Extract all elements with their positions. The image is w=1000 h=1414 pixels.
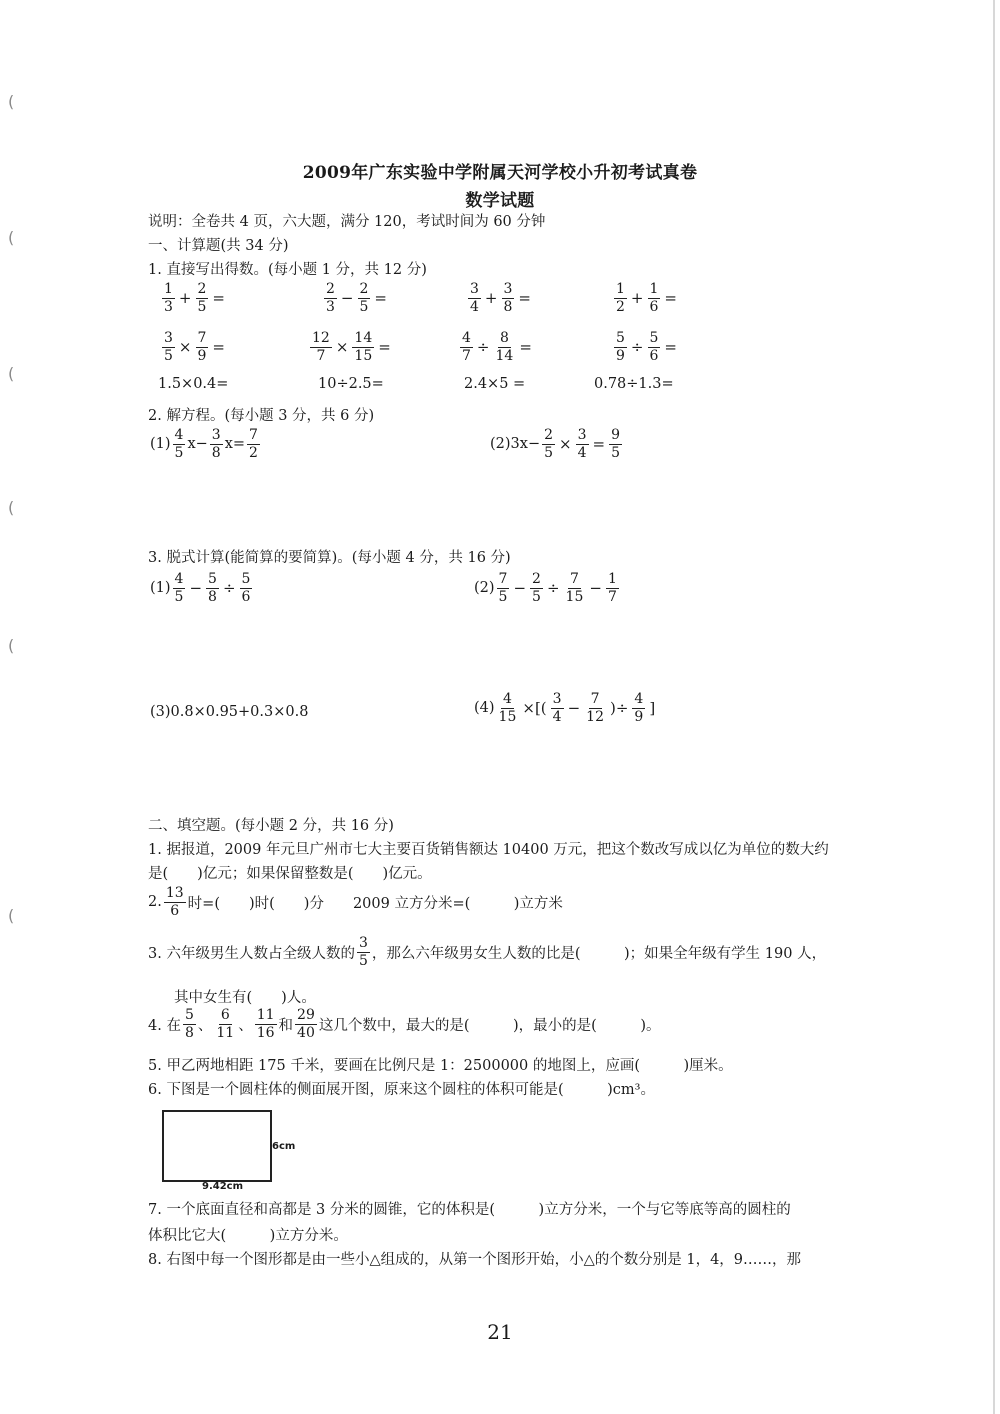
- fill-q1-line2: 是( )亿元；如果保留整数是( )亿元。: [148, 866, 432, 882]
- figure-width-label: 9.42cm: [202, 1181, 244, 1192]
- q2-equation-1: (1) $\frac{4}{5}$ x− $\frac{3}{8}$ x= $\frac{7}{2}$: [150, 427, 258, 461]
- q1-row1-a: $\frac{1}{3}$ + $\frac{2}{5}$ =: [164, 281, 225, 315]
- q1-row3-d: 0.78÷1.3=: [594, 376, 674, 392]
- fill-q7-line1: 7. 一个底面直径和高都是 3 分米的圆锥，它的体积是( )立方分米，一个与它等底等高的圆柱的: [148, 1202, 791, 1218]
- section2-heading: 二、填空题。(每小题 2 分，共 16 分): [148, 818, 394, 834]
- page-number: 21: [487, 1320, 513, 1344]
- page-edge: [993, 0, 995, 1414]
- exam-subtitle: 数学试题: [465, 191, 535, 211]
- fill-q2: 2. $\frac{13}{6}$ 时=( )时( )分 2009 立方分米=( )立方米: [148, 885, 563, 919]
- fill-q4: 4. 在 $\frac{5}{8}$ 、 $\frac{6}{11}$ 、 $\frac{11}{16}$ 和 $\frac{29}{40}$ 这几个数中，最大的是( )，最小的是( )。: [148, 1007, 661, 1041]
- cylinder-lateral-net-figure: [162, 1110, 272, 1182]
- fill-q7-line2: 体积比它大( )立方分米。: [148, 1228, 348, 1244]
- q1-row3-a: 1.5×0.4=: [158, 376, 229, 392]
- q2-heading: 2. 解方程。(每小题 3 分，共 6 分): [148, 408, 375, 424]
- q1-row1-d: $\frac{1}{2}$ + $\frac{1}{6}$ =: [616, 281, 677, 315]
- binding-hole: (: [8, 636, 15, 655]
- q3-expression-3: (3)0.8×0.95+0.3×0.8: [150, 704, 309, 720]
- q3-expression-4: (4) $\frac{4}{15}$ ×[( $\frac{3}{4}$ − $\frac{7}{12}$ )÷ $\frac{4}{9}$ ]: [474, 691, 656, 725]
- q1-row1-b: $\frac{2}{3}$ − $\frac{2}{5}$ =: [326, 281, 387, 315]
- binding-hole: (: [8, 906, 15, 925]
- q2-equation-2: (2)3x− $\frac{2}{5}$ × $\frac{3}{4}$ = $\frac{9}{5}$: [490, 427, 621, 461]
- binding-hole: (: [8, 92, 15, 111]
- q1-row3-b: 10÷2.5=: [318, 376, 384, 392]
- q1-row3-c: 2.4×5 =: [464, 376, 526, 392]
- exam-instructions: 说明：全卷共 4 页，六大题，满分 120，考试时间为 60 分钟: [148, 214, 546, 230]
- section1-heading: 一、计算题(共 34 分): [148, 238, 289, 254]
- exam-title: 2009年广东实验中学附属天河学校小升初考试真卷: [302, 163, 698, 183]
- fill-q1-line1: 1. 据报道，2009 年元旦广州市七大主要百货销售额达 10400 万元，把这个数改写成以亿为单位的数大约: [148, 842, 829, 858]
- q3-expression-1: (1) $\frac{4}{5}$ − $\frac{5}{8}$ ÷ $\frac{5}{6}$: [150, 571, 251, 605]
- q3-heading: 3. 脱式计算(能简算的要简算)。(每小题 4 分，共 16 分): [148, 550, 511, 566]
- q1-row2-a: $\frac{3}{5}$ × $\frac{7}{9}$ =: [164, 330, 225, 364]
- fill-q5: 5. 甲乙两地相距 175 千米，要画在比例尺是 1：2500000 的地图上，应画( )厘米。: [148, 1058, 733, 1074]
- fill-q8: 8. 右图中每一个图形都是由一些小△组成的，从第一个图形开始，小△的个数分别是 1，4，9……，那: [148, 1252, 802, 1268]
- fill-q3-line2: 其中女生有( )人。: [174, 990, 316, 1006]
- fill-q6: 6. 下图是一个圆柱体的侧面展开图，原来这个圆柱的体积可能是( )cm³。: [148, 1082, 655, 1098]
- binding-hole: (: [8, 498, 15, 517]
- q3-expression-2: (2) $\frac{7}{5}$ − $\frac{2}{5}$ ÷ $\frac{7}{15}$ − $\frac{1}{7}$: [474, 571, 617, 605]
- figure-height-label: 6cm: [272, 1141, 296, 1152]
- q1-row2-c: $\frac{4}{7}$ ÷ $\frac{8}{14}$ =: [462, 330, 532, 364]
- q1-row1-c: $\frac{3}{4}$ + $\frac{3}{8}$ =: [470, 281, 531, 315]
- q1-heading: 1. 直接写出得数。(每小题 1 分，共 12 分): [148, 262, 427, 278]
- q1-row2-b: $\frac{12}{7}$ × $\frac{14}{15}$ =: [312, 330, 391, 364]
- q1-row2-d: $\frac{5}{9}$ ÷ $\frac{5}{6}$ =: [616, 330, 677, 364]
- binding-hole: (: [8, 364, 15, 383]
- binding-hole: (: [8, 228, 15, 247]
- fill-q3: 3. 六年级男生人数占全级人数的 $\frac{3}{5}$ ，那么六年级男女生人数的比是( )；如果全年级有学生 190 人，: [148, 935, 827, 969]
